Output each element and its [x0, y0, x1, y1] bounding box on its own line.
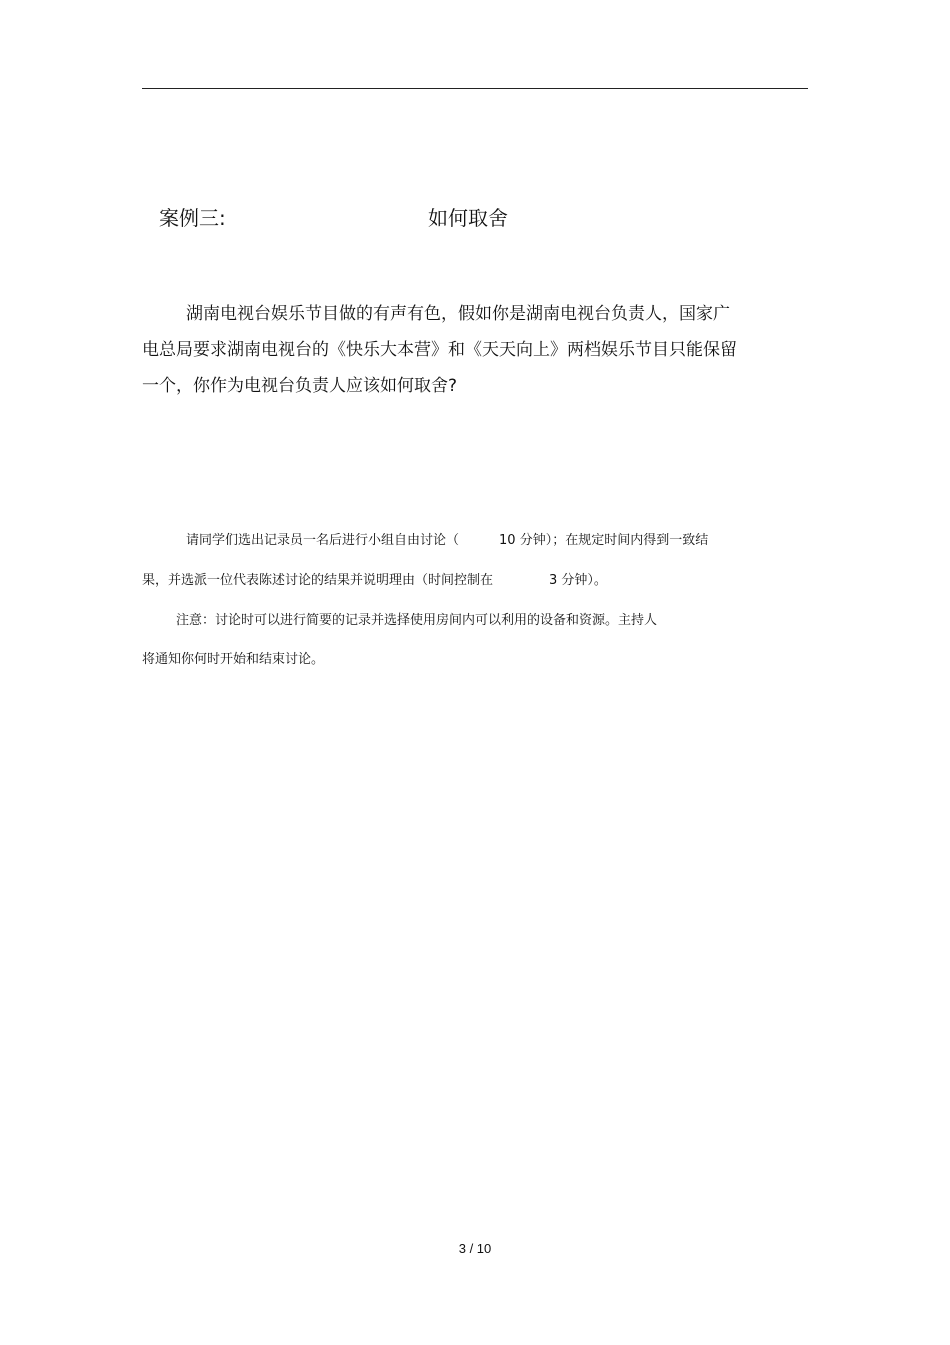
note-line-2: 将通知你何时开始和结束讨论。: [142, 652, 325, 667]
scenario-paragraph: [142, 296, 782, 404]
header-rule: [142, 88, 808, 89]
case-label: 案例三:: [159, 206, 226, 230]
case-heading: [0, 203, 950, 233]
case-title: 如何取舍: [428, 206, 508, 230]
instruction-line-1-a: 请同学们选出记录员一名后进行小组自由讨论（: [186, 533, 460, 548]
instruction-line-2: [142, 570, 607, 592]
instruction-line-2-b: 3 分钟）。: [549, 573, 607, 588]
scenario-line-3: 一个，你作为电视台负责人应该如何取舍?: [142, 376, 458, 396]
instruction-line-1-b: 10 分钟）；在规定时间内得到一致结: [499, 533, 709, 548]
page-number: 3 / 10: [458, 1241, 492, 1256]
instruction-line-2-a: 果，并选派一位代表陈述讨论的结果并说明理由（时间控制在: [142, 573, 494, 588]
note-line-1: 注意：讨论时可以进行简要的记录并选择使用房间内可以利用的设备和资源。主持人: [176, 613, 658, 628]
scenario-line-2: 电总局要求湖南电视台的《快乐大本营》和《天天向上》两档娱乐节目只能保留: [142, 340, 737, 360]
scenario-line-1: 湖南电视台娱乐节目做的有声有色，假如你是湖南电视台负责人，国家广: [186, 304, 730, 324]
instruction-line-1: [186, 530, 708, 552]
